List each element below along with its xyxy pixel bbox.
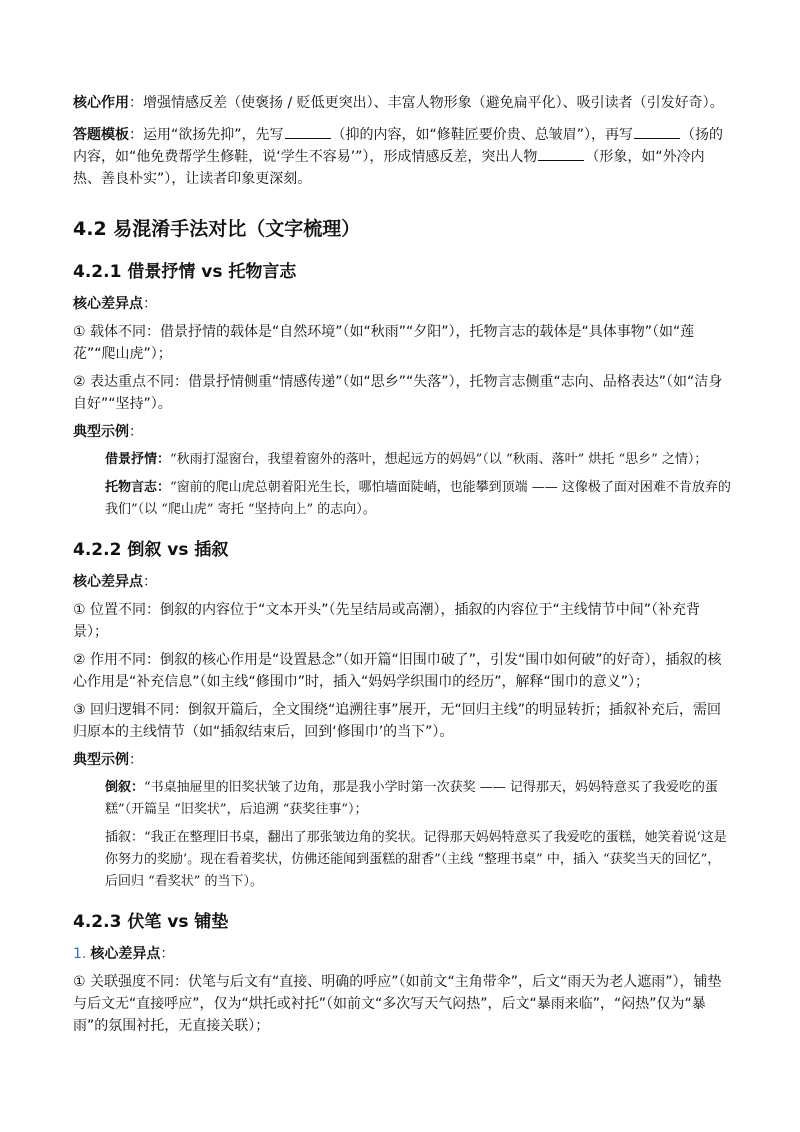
example-label-4-2-1 <box>73 421 732 443</box>
example-head: 托物言志： <box>105 480 171 495</box>
fill-blank-3 <box>538 148 584 161</box>
fill-blank-2 <box>634 126 680 139</box>
example-text: “秋雨打湿窗台，我望着窗外的落叶，想起远方的妈妈”（以 “秋雨、落叶” 烘托 “思乡” 之情）； <box>170 452 708 467</box>
diff-label-4-2-1 <box>73 293 732 315</box>
example-label-colon: ： <box>129 424 143 440</box>
core-function-text: ：增强情感反差（使褒扬 / 贬低更突出）、丰富人物形象（避免扁平化）、吸引读者（引发好奇）。 <box>129 95 724 111</box>
example-head: 倒叙： <box>105 780 145 795</box>
answer-template-label: 答题模板 <box>73 127 129 143</box>
example-label-text: 典型示例 <box>73 752 129 768</box>
core-function-label: 核心作用 <box>73 95 129 111</box>
diff-label-4-2-2 <box>73 571 732 593</box>
diff-label-text: 核心差异点 <box>90 946 161 962</box>
diff-item-1: ① 载体不同：借景抒情的载体是“自然环境”（如“秋雨”“夕阳”），托物言志的载体是“具体事物”（如“莲花”“爬山虎”）； <box>73 324 695 362</box>
diff-label-4-2-3 <box>73 943 732 965</box>
template-text-3: （扬的内容，如“他免费帮学生修鞋，说‘学生不容易’”），形成情感反差，突出人物 <box>73 127 724 165</box>
example-text: “窗前的爬山虎总朝着阳光生长，哪怕墙面陡峭，也能攀到顶端 —— 这像极了面对困难不肯放弃的我们”（以 “爬山虎” 寄托 “坚持向上” 的志向）。 <box>105 480 731 517</box>
example-object-aspiration <box>105 477 732 521</box>
example-text: “书桌抽屉里的旧奖状皱了边角，那是我小学时第一次获奖 —— 记得那天，妈妈特意买了我爱吃的蛋糕”（开篇呈 “旧奖状”，后追溯 “获奖往事”）； <box>105 780 718 817</box>
subsection-heading-4-2-2: 4.2.2 倒叙 vs 插叙 <box>73 540 229 560</box>
core-function-paragraph <box>73 92 732 114</box>
answer-template-paragraph <box>73 124 732 190</box>
example-label-4-2-2 <box>73 749 732 771</box>
example-interpolation <box>105 827 732 893</box>
example-scene-lyric <box>105 449 732 471</box>
example-head: 借景抒情： <box>105 452 171 467</box>
diff-label-colon: ： <box>143 296 157 312</box>
diff-item-1: ① 位置不同：倒叙的内容位于“文本开头”（先呈结局或高潮），插叙的内容位于“主线情节中间”（补充背景）； <box>73 602 701 640</box>
diff-label-colon: ： <box>143 574 157 590</box>
template-text-1: ：运用“欲扬先抑”，先写 <box>129 127 284 143</box>
diff-item-2: ② 表达重点不同：借景抒情侧重“情感传递”（如“思乡”“失落”），托物言志侧重“志向、品格表达”（如“洁身自好”“坚持”）。 <box>73 374 723 412</box>
diff-label-colon: ： <box>160 946 175 962</box>
template-text-4: （形象，如“外冷内热、善良朴实”），让读者印象更深刻。 <box>73 149 705 187</box>
subsection-heading-4-2-3: 4.2.3 伏笔 vs 铺垫 <box>73 912 229 932</box>
diff-item-2: ② 作用不同：倒叙的核心作用是“设置悬念”（如开篇“旧围巾破了”，引发“围巾如何破”的好奇），插叙的核心作用是“补充信息”（如主线“修围巾”时，插入“妈妈学织围巾的经历”，解释“围巾的意义”）； <box>73 652 722 690</box>
example-label-colon: ： <box>129 752 143 768</box>
template-text-2: （抑的内容，如“修鞋匠要价贵、总皱眉”），再写 <box>331 127 634 143</box>
diff-label-text: 核心差异点 <box>73 296 143 312</box>
example-label-text: 典型示例 <box>73 424 129 440</box>
diff-item-3: ③ 回归逻辑不同：倒叙开篇后，全文围绕“追溯往事”展开，无“回归主线”的明显转折；插叙补充后，需回归原本的主线情节（如“插叙结束后，回到‘修围巾’的当下”）。 <box>73 702 722 740</box>
example-text: 插叙：“我正在整理旧书桌，翻出了那张皱边角的奖状。记得那天妈妈特意买了我爱吃的蛋糕，她笑着说‘这是你努力的奖励’。现在看着奖状，仿佛还能闻到蛋糕的甜香”（主线 “整理书桌” 中，插入 “获奖当天的回忆”，后回归 “看奖状” 的当下）。 <box>105 830 727 889</box>
example-flashback <box>105 777 732 821</box>
fill-blank-1 <box>285 126 331 139</box>
diff-item-1: ① 关联强度不同：伏笔与后文有“直接、明确的呼应”（如前文“主角带伞”，后文“雨天为老人遮雨”），铺垫与后文无“直接呼应”，仅为“烘托或衬托”（如前文“多次写天气闷热”，后文“暴雨来临”，“闷热”仅为“暴雨”的氛围衬托，无直接关联）； <box>73 974 722 1034</box>
subsection-heading-4-2-1: 4.2.1 借景抒情 vs 托物言志 <box>73 262 297 282</box>
list-number: 1. <box>73 946 87 962</box>
diff-label-text: 核心差异点 <box>73 574 143 590</box>
section-heading-4-2: 4.2 易混淆手法对比（文字梳理） <box>73 218 361 240</box>
